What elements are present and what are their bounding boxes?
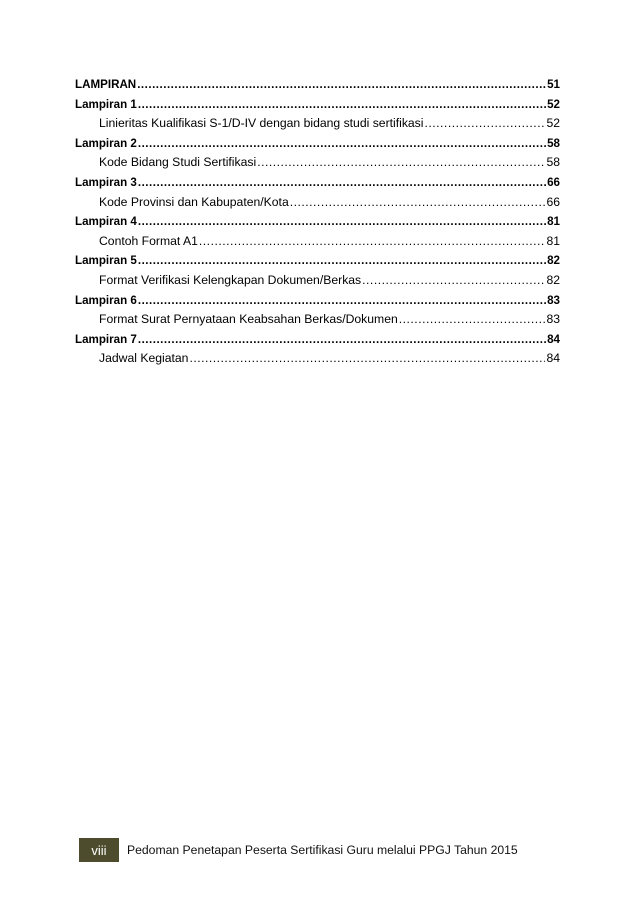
toc-page-number: 82 [547, 254, 560, 268]
toc-entry-lampiran-7[interactable] [75, 330, 560, 350]
toc-page-number: 66 [547, 175, 560, 189]
toc-page-number: 52 [547, 97, 560, 111]
toc-entry-text: Lampiran 3 [75, 175, 137, 189]
toc-entry-text: Jadwal Kegiatan [99, 351, 189, 366]
toc-page-number: 51 [547, 78, 560, 91]
toc-page-number: 66 [546, 194, 560, 209]
toc-dot-leader [138, 251, 546, 271]
toc-page-number: 81 [547, 215, 560, 229]
toc-dot-leader [138, 95, 546, 115]
toc-entry-text: Lampiran 2 [75, 136, 137, 150]
toc-entry-text: Lampiran 4 [75, 215, 137, 229]
toc-entry-kode-provinsi[interactable] [75, 193, 560, 213]
toc-page-number: 84 [546, 351, 560, 366]
toc-page-number: 81 [546, 233, 560, 248]
toc-entry-text: Format Surat Pernyataan Keabsahan Berkas/Dokumen [99, 312, 398, 327]
toc-entry-format-surat-pernyataan[interactable] [75, 310, 560, 330]
table-of-contents [75, 75, 560, 369]
toc-entry-text: LAMPIRAN [75, 78, 137, 91]
toc-dot-leader [138, 173, 546, 193]
toc-entry-text: Contoh Format A1 [99, 233, 198, 248]
page-footer [79, 838, 564, 862]
toc-entry-lampiran[interactable] [75, 75, 560, 95]
toc-entry-lampiran-4[interactable] [75, 212, 560, 232]
toc-entry-contoh-format-a1[interactable] [75, 232, 560, 252]
toc-dot-leader [137, 75, 546, 95]
toc-page-number: 52 [546, 116, 560, 131]
toc-entry-linieritas[interactable] [75, 114, 560, 134]
toc-entry-text: Format Verifikasi Kelengkapan Dokumen/Berkas [99, 272, 362, 287]
toc-entry-format-verifikasi[interactable] [75, 271, 560, 291]
toc-page-number: 58 [546, 155, 560, 170]
toc-dot-leader [189, 349, 545, 369]
footer-title: Pedoman Penetapan Peserta Sertifikasi Guru melalui PPGJ Tahun 2015 [127, 843, 518, 857]
toc-page-number: 58 [547, 136, 560, 150]
toc-dot-leader [399, 310, 546, 330]
toc-dot-leader [362, 271, 545, 291]
toc-entry-lampiran-5[interactable] [75, 251, 560, 271]
toc-page-number: 84 [547, 332, 560, 346]
toc-entry-text: Lampiran 6 [75, 293, 137, 307]
toc-entry-text: Kode Bidang Studi Sertifikasi [99, 155, 257, 170]
toc-page-number: 83 [546, 312, 560, 327]
toc-dot-leader [138, 330, 546, 350]
toc-dot-leader [290, 193, 546, 213]
toc-entry-text: Lampiran 1 [75, 97, 137, 111]
toc-entry-text: Lampiran 7 [75, 332, 137, 346]
page-number-badge: viii [79, 838, 119, 862]
toc-entry-text: Lampiran 5 [75, 254, 137, 268]
toc-page-number: 83 [547, 293, 560, 307]
toc-entry-lampiran-2[interactable] [75, 134, 560, 154]
toc-dot-leader [257, 153, 545, 173]
toc-entry-text: Linieritas Kualifikasi S-1/D-IV dengan bidang studi sertifikasi [99, 116, 424, 131]
toc-dot-leader [138, 212, 546, 232]
toc-entry-jadwal-kegiatan[interactable] [75, 349, 560, 369]
toc-entry-kode-bidang-studi[interactable] [75, 153, 560, 173]
toc-dot-leader [138, 134, 546, 154]
toc-dot-leader [138, 291, 546, 311]
toc-entry-lampiran-6[interactable] [75, 291, 560, 311]
toc-page-number: 82 [546, 272, 560, 287]
toc-entry-lampiran-1[interactable] [75, 95, 560, 115]
toc-dot-leader [425, 114, 546, 134]
toc-entry-text: Kode Provinsi dan Kabupaten/Kota [99, 194, 289, 209]
toc-dot-leader [199, 232, 546, 252]
toc-entry-lampiran-3[interactable] [75, 173, 560, 193]
